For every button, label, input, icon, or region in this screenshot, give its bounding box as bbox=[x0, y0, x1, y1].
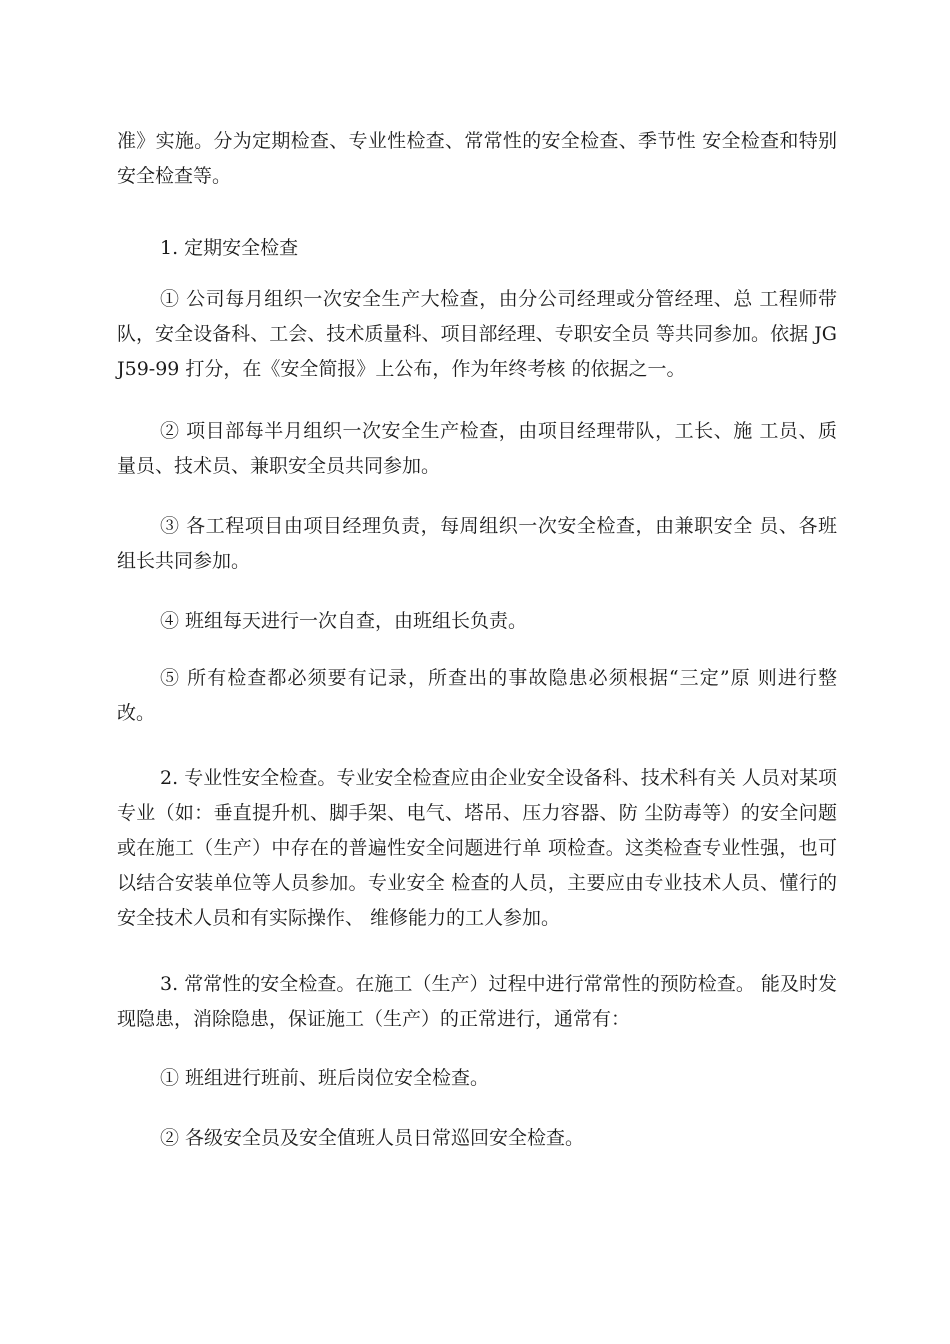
paragraph-weekly-inspection: ③ 各工程项目由项目经理负责，每周组织一次安全检查，由兼职安全 员、各班组长共同参加。 bbox=[117, 515, 837, 572]
paragraph-records-rectification: ⑤ 所有检查都必须要有记录，所查出的事故隐患必须根据“三定”原 则进行整改。 bbox=[117, 667, 837, 724]
paragraph-daily-self-check: ④ 班组每天进行一次自查，由班组长负责。 bbox=[160, 610, 528, 632]
paragraph-intro: 准》实施。分为定期检查、专业性检查、常常性的安全检查、季节性 安全检查和特别安全检查等。 bbox=[117, 130, 837, 187]
paragraph-half-month-inspection: ② 项目部每半月组织一次安全生产检查，由项目经理带队，工长、施 工员、质量员、技术员、兼职安全员共同参加。 bbox=[117, 420, 837, 477]
paragraph-monthly-inspection: ① 公司每月组织一次安全生产大检查，由分公司经理或分管经理、总 工程师带队，安全设备科、工会、技术质量科、项目部经理、专职安全员 等共同参加。依据 JGJ59-99 打分，在《安全简报》上公布，作为年终考核 的依据之一。 bbox=[117, 288, 837, 380]
paragraph-patrol-check: ② 各级安全员及安全值班人员日常巡回安全检查。 bbox=[160, 1127, 585, 1149]
paragraph-team-shift-check: ① 班组进行班前、班后岗位安全检查。 bbox=[160, 1067, 490, 1089]
paragraph-regular-inspection: 3. 常常性的安全检查。在施工（生产）过程中进行常常性的预防检查。 能及时发现隐患，消除隐患，保证施工（生产）的正常进行，通常有： bbox=[117, 973, 837, 1030]
paragraph-professional-inspection: 2. 专业性安全检查。专业安全检查应由企业安全设备科、技术科有关 人员对某项专业（如：垂直提升机、脚手架、电气、塔吊、压力容器、防 尘防毒等）的安全问题或在施工（生产）中存在的普遍性安全问题进行单 项检查。这类检查专业性强，也可以结合安装单位等人员参加。专业安全 检查的人员，主要应由专业技术人员、懂行的安全技术人员和有实际操作、 维修能力的工人参加。 bbox=[117, 767, 837, 929]
heading-periodic-inspection: 1. 定期安全检查 bbox=[160, 237, 299, 259]
